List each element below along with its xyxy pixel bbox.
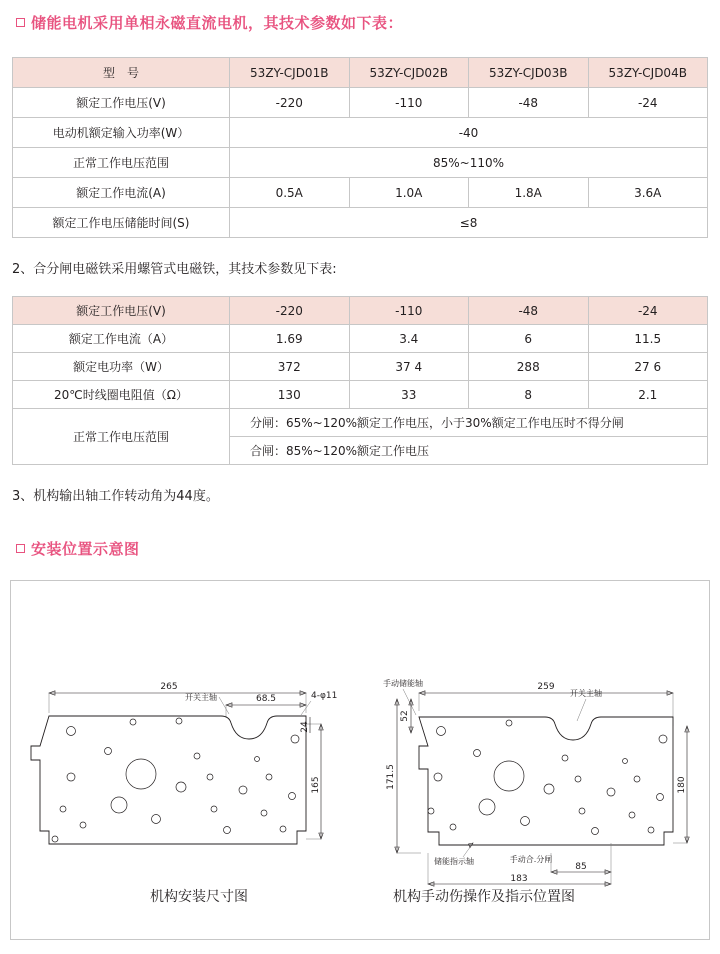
table1-row3-cell3: 3.6A — [588, 178, 708, 208]
table1-header-2: 53ZY-CJD02B — [349, 58, 469, 88]
label-manual-charge-shaft: 手动储能轴 — [383, 679, 423, 688]
dim-right-180: 180 — [677, 776, 687, 794]
table-row — [13, 148, 708, 178]
table-row — [13, 208, 708, 238]
dim-left-165: 165 — [311, 776, 321, 794]
square-bullet-icon — [16, 544, 25, 553]
table2-header-1: -220 — [230, 297, 350, 325]
table1-row2-label: 正常工作电压范围 — [13, 148, 230, 178]
dim-right-1715: 171.5 — [386, 764, 396, 790]
table2-row1-label: 额定电功率（W） — [13, 353, 230, 381]
table-header-row — [13, 297, 708, 325]
electromagnet-parameters-table — [12, 296, 708, 465]
table1-row0-label: 额定工作电压(V) — [13, 88, 230, 118]
label-hole-spec: 4-φ11 — [311, 691, 338, 701]
table-row — [13, 353, 708, 381]
section-heading-electromagnet: 2、合分闸电磁铁采用螺管式电磁铁，其技术参数见下表: — [12, 262, 337, 277]
section-heading-motor-label: 储能电机采用单相永磁直流电机，其技术参数如下表： — [31, 14, 404, 32]
table1-row3-cell1: 1.0A — [349, 178, 469, 208]
label-main-shaft-right: 开关主轴 — [570, 689, 602, 698]
left-drawing — [31, 682, 337, 844]
dim-right-52: 52 — [400, 710, 410, 722]
table1-row4-cell0: ≤8 — [230, 208, 708, 238]
table2-row0-label: 额定工作电流（A） — [13, 325, 230, 353]
table-header-row — [13, 58, 708, 88]
table1-row0-cell3: -24 — [588, 88, 708, 118]
square-bullet-icon — [16, 18, 25, 27]
table-row — [13, 88, 708, 118]
section-heading-installation — [16, 538, 140, 559]
label-main-shaft-left: 开关主轴 — [185, 693, 217, 702]
table2-range-line-0: 分闸：65%~120%额定工作电压，小于30%额定工作电压时不得分闸 — [230, 409, 708, 437]
table1-row2-cell0: 85%~110% — [230, 148, 708, 178]
table1-row0-cell2: -48 — [469, 88, 589, 118]
table2-header-2: -110 — [349, 297, 469, 325]
table1-header-0: 型 号 — [13, 58, 230, 88]
table-row — [13, 118, 708, 148]
section-note-output-shaft: 3、机构输出轴工作转动角为44度。 — [12, 489, 219, 504]
table-row — [13, 409, 708, 437]
dim-left-265: 265 — [160, 682, 178, 692]
table1-row0-cell1: -110 — [349, 88, 469, 118]
table2-row2-cell1: 33 — [349, 381, 469, 409]
table2-row1-cell3: 27 6 — [588, 353, 708, 381]
table2-row2-label: 20℃时线圈电阻值（Ω） — [13, 381, 230, 409]
section-heading-motor — [16, 12, 403, 33]
table1-header-4: 53ZY-CJD04B — [588, 58, 708, 88]
dim-left-685: 68.5 — [255, 694, 277, 704]
table1-row4-label: 额定工作电压储能时间(S) — [13, 208, 230, 238]
table2-row1-cell2: 288 — [469, 353, 589, 381]
caption-manual-operation: 机构手动伤操作及指示位置图 — [393, 889, 575, 905]
label-manual-open-close: 手动合.分闸 — [509, 855, 553, 864]
dim-left-24: 24 — [300, 721, 310, 733]
dim-right-85: 85 — [575, 862, 587, 872]
motor-parameters-table — [12, 57, 708, 238]
table1-row0-cell0: -220 — [230, 88, 350, 118]
table2-row1-cell1: 37 4 — [349, 353, 469, 381]
installation-diagram-panel — [10, 580, 710, 940]
table1-row1-cell0: -40 — [230, 118, 708, 148]
right-drawing — [383, 678, 689, 886]
table2-range-line-1: 合闸：85%~120%额定工作电压 — [230, 437, 708, 465]
table2-row2-cell2: 8 — [469, 381, 589, 409]
table2-row2-cell3: 2.1 — [588, 381, 708, 409]
table2-header-0: 额定工作电压(V) — [13, 297, 230, 325]
table2-row0-cell1: 3.4 — [349, 325, 469, 353]
table1-row3-cell2: 1.8A — [469, 178, 589, 208]
table2-header-4: -24 — [588, 297, 708, 325]
label-indicator-shaft: 储能指示轴 — [434, 857, 474, 866]
dim-right-259: 259 — [537, 682, 555, 692]
table-row — [13, 178, 708, 208]
table1-row3-label: 额定工作电流(A) — [13, 178, 230, 208]
table2-row0-cell0: 1.69 — [230, 325, 350, 353]
table2-row0-cell2: 6 — [469, 325, 589, 353]
table1-row3-cell0: 0.5A — [230, 178, 350, 208]
installation-drawings-svg — [11, 581, 709, 939]
table1-header-3: 53ZY-CJD03B — [469, 58, 589, 88]
caption-installation-dimension: 机构安装尺寸图 — [150, 889, 248, 905]
table-row — [13, 381, 708, 409]
table2-header-3: -48 — [469, 297, 589, 325]
table1-row1-label: 电动机额定输入功率(W） — [13, 118, 230, 148]
table2-row1-cell0: 372 — [230, 353, 350, 381]
table2-range-label: 正常工作电压范围 — [13, 409, 230, 465]
section-heading-installation-label: 安装位置示意图 — [31, 540, 140, 558]
table-row — [13, 325, 708, 353]
table1-header-1: 53ZY-CJD01B — [230, 58, 350, 88]
table2-row0-cell3: 11.5 — [588, 325, 708, 353]
dim-right-183: 183 — [510, 874, 528, 884]
table2-row2-cell0: 130 — [230, 381, 350, 409]
